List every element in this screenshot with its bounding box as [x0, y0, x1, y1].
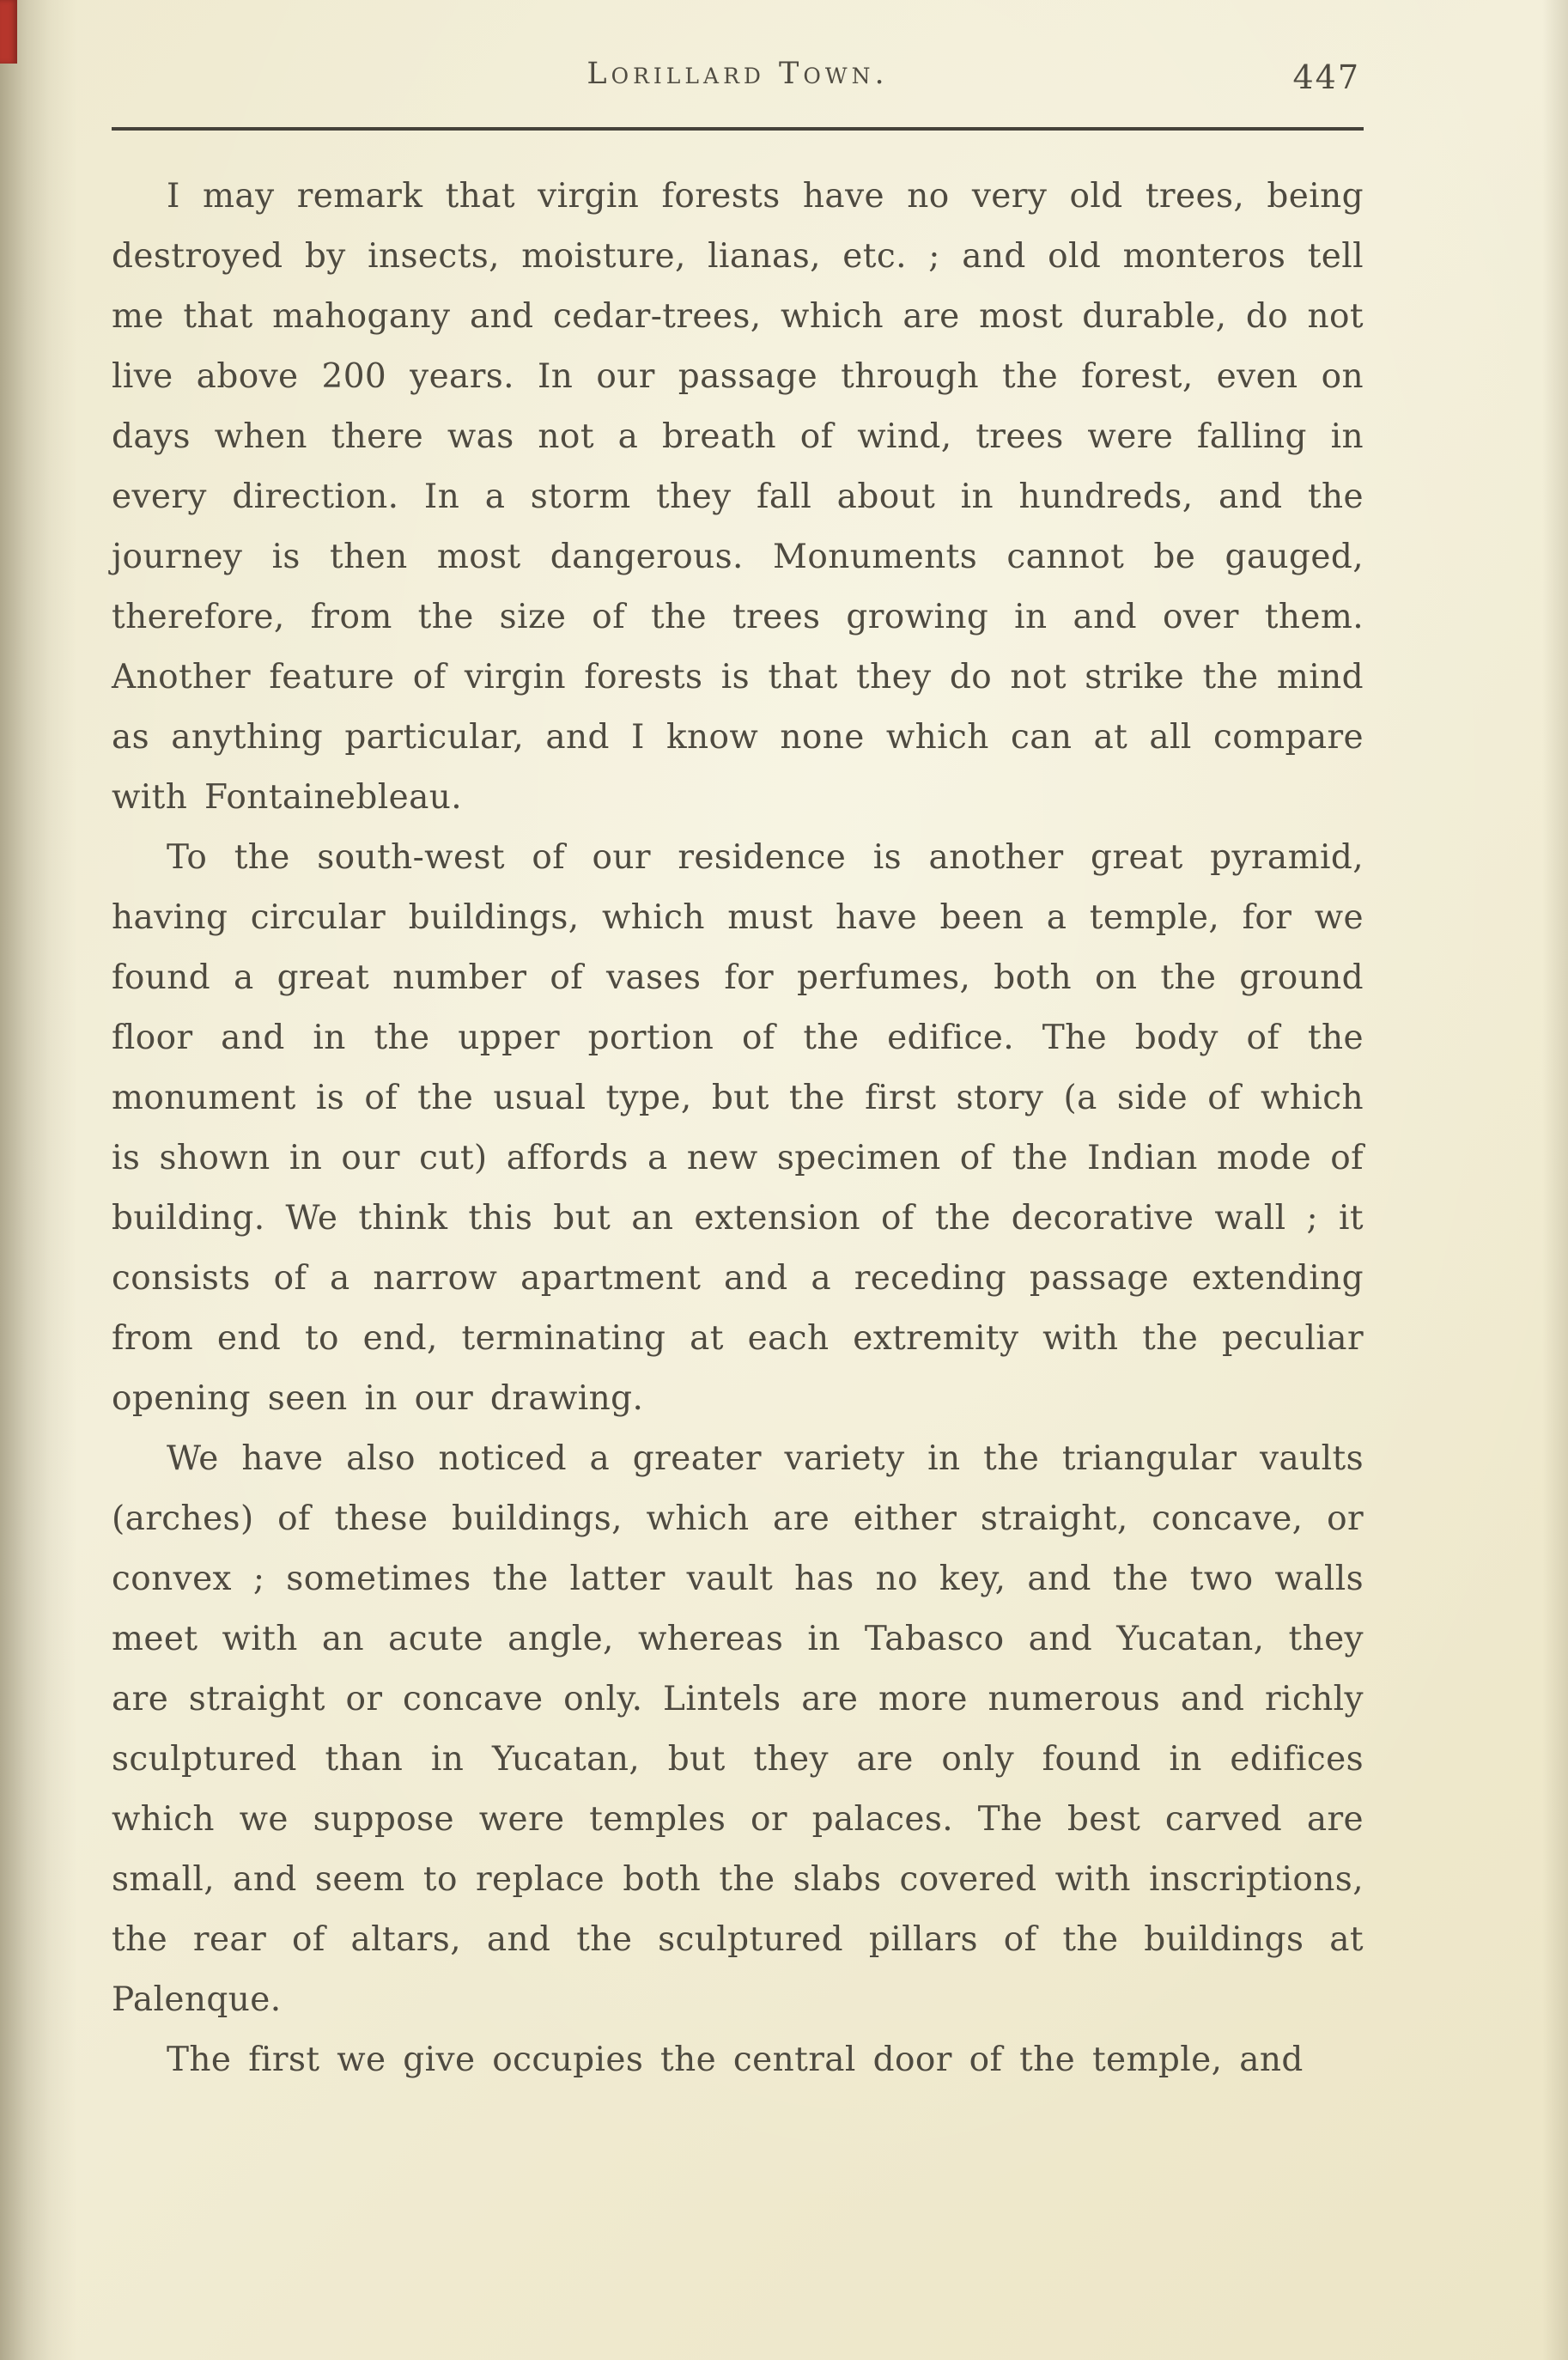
binding-shadow [0, 0, 77, 2360]
page-content [112, 0, 1364, 2090]
running-header [112, 57, 1364, 105]
paragraph-4: The first we give occupies the central door of the temple, and [167, 2041, 1304, 2079]
paragraph-2: To the south-west of our residence is another great pyramid, having circular buildings, which must have been a temple, for we found a great number of vases for perfumes, both on the ground floor and in the upper portion of the edifice. The body of the monument is of the usual type, but the first story (a side of which is shown in our cut) affords a new specimen of the Indian mode of building. We think this but an extension of the decorative wall ; it consists of a narrow apartment and a receding passage extending from end to end, terminating at each extremity with the peculiar opening seen in our drawing. [112, 838, 1364, 1418]
paragraph-1: I may remark that virgin forests have no very old trees, being destroyed by insects, moisture, lianas, etc. ; and old monteros tell me that mahogany and cedar-trees, which are most durable, do not live above 200 years. In our passage through the forest, even on days when there was not a breath of wind, trees were falling in every direction. In a storm they fall about in hundreds, and the journey is then most dangerous. Monuments cannot be gauged, therefore, from the size of the trees growing in and over them. Another feature of virgin forests is that they do not strike the mind as anything particular, and I know none which can at all compare with Fontainebleau. [112, 177, 1364, 817]
page-number: 447 [1292, 58, 1360, 96]
running-header-title: Lorillard Town. [586, 57, 889, 91]
page-edge-shadow [1542, 0, 1568, 2360]
header-rule [112, 127, 1364, 131]
body-text [112, 167, 1364, 2090]
paragraph-3: We have also noticed a greater variety in the triangular vaults (arches) of these buildings, which are either straight, concave, or convex ; sometimes the latter vault has no key, and the two walls meet with an acute angle, whereas in Tabasco and Yucatan, they are straight or concave only. Lintels are more numerous and richly sculptured than in Yucatan, but they are only found in edifices which we suppose were temples or palaces. The best carved are small, and seem to replace both the slabs covered with inscriptions, the rear of altars, and the sculptured pillars of the buildings at Palenque. [112, 1439, 1364, 2019]
red-bookmark-mark [0, 0, 17, 64]
